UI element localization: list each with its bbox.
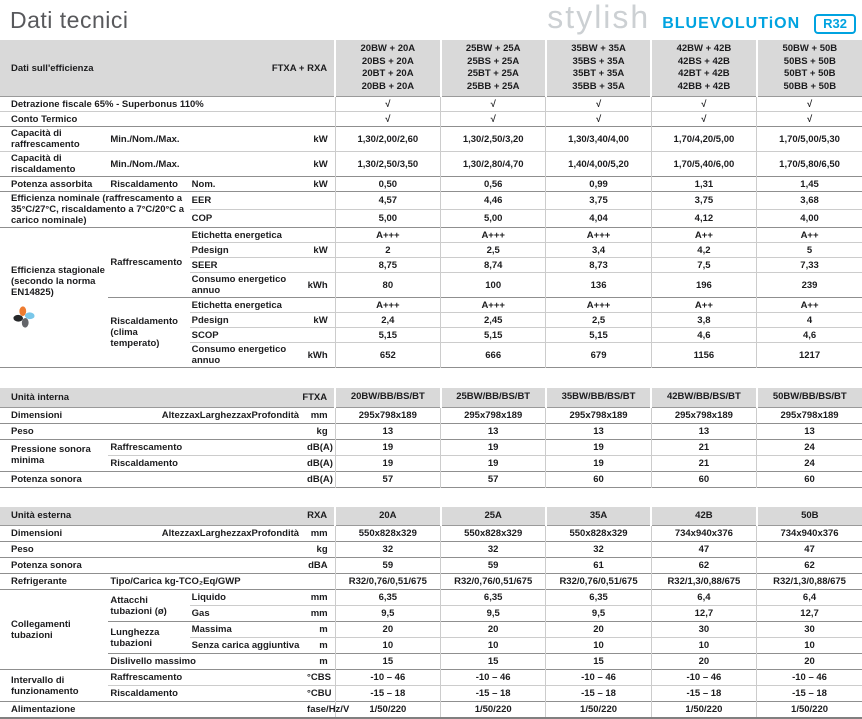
value-cell: 1,40/4,00/5,20 bbox=[546, 152, 651, 177]
value-cell: 5,15 bbox=[335, 328, 440, 343]
table-esterna bbox=[0, 507, 862, 719]
value-cell: 2,4 bbox=[335, 313, 440, 328]
row-label: Peso bbox=[0, 542, 305, 558]
value-cell: A+++ bbox=[546, 228, 651, 243]
value-cell: 4,46 bbox=[441, 192, 546, 210]
unit-label bbox=[305, 210, 335, 228]
value-cell: 15 bbox=[441, 654, 546, 670]
value-cell: 295x798x189 bbox=[651, 407, 756, 423]
value-cell: A++ bbox=[651, 298, 756, 313]
value-cell: 47 bbox=[651, 542, 756, 558]
value-cell: 60 bbox=[546, 471, 651, 487]
value-cell: 1/50/220 bbox=[441, 702, 546, 718]
value-cell: 5,15 bbox=[546, 328, 651, 343]
row-label: Detrazione fiscale 65% - Superbonus 110% bbox=[11, 98, 204, 110]
column-header: 20BW/BB/BS/BT bbox=[335, 388, 440, 407]
value-cell: √ bbox=[546, 112, 651, 127]
value-cell: 15 bbox=[335, 654, 440, 670]
column-header: 35BW + 35A 35BS + 35A 35BT + 35A 35BB + 35A bbox=[546, 40, 651, 97]
unit-label: kWh bbox=[305, 273, 335, 298]
value-cell: 550x828x329 bbox=[335, 526, 440, 542]
value-cell: 20 bbox=[651, 654, 756, 670]
value-cell: 3,75 bbox=[546, 192, 651, 210]
value-cell: 2,45 bbox=[441, 313, 546, 328]
column-header: 25BW + 25A 25BS + 25A 25BT + 25A 25BB + 25A bbox=[441, 40, 546, 97]
unit-label: kg bbox=[305, 423, 335, 439]
unit-label bbox=[305, 228, 335, 243]
value-cell: 1,30/2,00/2,60 bbox=[335, 127, 440, 152]
value-cell: √ bbox=[335, 112, 440, 127]
column-header: 50B bbox=[757, 507, 862, 526]
row-label: Gas bbox=[190, 606, 305, 622]
unit-label: dB(A) bbox=[305, 455, 335, 471]
value-cell: 652 bbox=[335, 343, 440, 368]
value-cell: 1,31 bbox=[651, 177, 756, 192]
value-cell: 21 bbox=[651, 455, 756, 471]
column-header: 42B bbox=[651, 507, 756, 526]
column-header: 42BW/BB/BS/BT bbox=[651, 388, 756, 407]
row-label: Riscaldamento (clima temperato) bbox=[108, 298, 189, 368]
value-cell: 8,74 bbox=[441, 258, 546, 273]
value-cell: R32/1,3/0,88/675 bbox=[757, 574, 862, 590]
value-cell: 3,68 bbox=[757, 192, 862, 210]
model-code: FTXA bbox=[190, 388, 335, 407]
row-label: Pressione sonora minima bbox=[0, 439, 108, 471]
unit-label: mm bbox=[305, 590, 335, 606]
value-cell: 679 bbox=[546, 343, 651, 368]
column-header: 25A bbox=[441, 507, 546, 526]
value-cell: 6,4 bbox=[757, 590, 862, 606]
value-cell: 2,5 bbox=[441, 243, 546, 258]
value-cell: 20 bbox=[335, 622, 440, 638]
row-label: EER bbox=[190, 192, 305, 210]
value-cell: 60 bbox=[757, 471, 862, 487]
value-cell: A++ bbox=[757, 298, 862, 313]
unit-label: kW bbox=[305, 152, 335, 177]
value-cell: 12,7 bbox=[651, 606, 756, 622]
unit-label: mm bbox=[310, 528, 328, 539]
row-label: Min./Nom./Max. bbox=[108, 127, 305, 152]
value-cell: √ bbox=[546, 97, 651, 112]
value-cell: 1156 bbox=[651, 343, 756, 368]
value-cell: 6,4 bbox=[651, 590, 756, 606]
value-cell: √ bbox=[335, 97, 440, 112]
row-label: COP bbox=[190, 210, 305, 228]
unit-label: kW bbox=[305, 313, 335, 328]
value-cell: 19 bbox=[441, 439, 546, 455]
unit-label: kW bbox=[305, 177, 335, 192]
row-label: Riscaldamento bbox=[108, 455, 305, 471]
value-cell: 1,70/5,00/5,30 bbox=[757, 127, 862, 152]
column-header: 35A bbox=[546, 507, 651, 526]
value-cell: 550x828x329 bbox=[546, 526, 651, 542]
value-cell: 12,7 bbox=[757, 606, 862, 622]
row-label: Collegamenti tubazioni bbox=[0, 590, 108, 670]
value-cell: 1,70/5,80/6,50 bbox=[757, 152, 862, 177]
value-cell: 20 bbox=[441, 622, 546, 638]
value-cell: 10 bbox=[651, 638, 756, 654]
value-cell: 24 bbox=[757, 439, 862, 455]
row-label: Conto Termico bbox=[0, 112, 305, 127]
value-cell: -15 – 18 bbox=[441, 686, 546, 702]
row-label: Alimentazione bbox=[0, 702, 305, 718]
value-cell: 196 bbox=[651, 273, 756, 298]
value-cell: 4,04 bbox=[546, 210, 651, 228]
value-cell: 10 bbox=[335, 638, 440, 654]
row-label: Consumo energetico annuo bbox=[190, 343, 305, 368]
value-cell: 8,75 bbox=[335, 258, 440, 273]
value-cell: 19 bbox=[441, 455, 546, 471]
row-label: Pdesign bbox=[190, 313, 305, 328]
value-cell: 30 bbox=[757, 622, 862, 638]
row-label: Massima bbox=[190, 622, 305, 638]
value-cell: 1/50/220 bbox=[757, 702, 862, 718]
unit-label: m bbox=[305, 638, 335, 654]
value-cell: 6,35 bbox=[546, 590, 651, 606]
row-label: Capacità di riscaldamento bbox=[0, 152, 108, 177]
value-cell: 32 bbox=[335, 542, 440, 558]
value-cell: √ bbox=[757, 97, 862, 112]
row-label: Dimensioni bbox=[11, 528, 63, 539]
value-cell: 4,57 bbox=[335, 192, 440, 210]
value-cell: √ bbox=[651, 112, 756, 127]
row-label: Potenza sonora bbox=[0, 558, 305, 574]
row-label: Peso bbox=[0, 423, 305, 439]
value-cell: 4,00 bbox=[757, 210, 862, 228]
row-label: Min./Nom./Max. bbox=[108, 152, 305, 177]
value-cell: 0,99 bbox=[546, 177, 651, 192]
value-cell: 19 bbox=[546, 455, 651, 471]
value-cell: R32/0,76/0,51/675 bbox=[441, 574, 546, 590]
value-cell: 47 bbox=[757, 542, 862, 558]
unit-label: m bbox=[305, 622, 335, 638]
value-cell: 1/50/220 bbox=[335, 702, 440, 718]
value-cell: 80 bbox=[335, 273, 440, 298]
value-cell: 32 bbox=[441, 542, 546, 558]
value-cell: A+++ bbox=[546, 298, 651, 313]
table-efficienza bbox=[0, 40, 862, 368]
row-label: Pdesign bbox=[190, 243, 305, 258]
value-cell: 13 bbox=[441, 423, 546, 439]
row-label: SCOP bbox=[190, 328, 305, 343]
value-cell: 59 bbox=[441, 558, 546, 574]
unit-label bbox=[305, 97, 335, 112]
value-cell: 20 bbox=[546, 622, 651, 638]
value-cell: 24 bbox=[757, 455, 862, 471]
bluevolution-wordmark: BLUEVOLUTiON bbox=[662, 15, 801, 32]
value-cell: 9,5 bbox=[335, 606, 440, 622]
value-cell: 9,5 bbox=[441, 606, 546, 622]
row-label: AltezzaxLarghezzaxProfondità bbox=[161, 409, 300, 421]
value-cell: 3,4 bbox=[546, 243, 651, 258]
unit-label bbox=[305, 574, 335, 590]
model-code: RXA bbox=[190, 507, 335, 526]
value-cell: 4,6 bbox=[757, 328, 862, 343]
value-cell: 59 bbox=[335, 558, 440, 574]
value-cell: 0,50 bbox=[335, 177, 440, 192]
value-cell: 666 bbox=[441, 343, 546, 368]
value-cell: 19 bbox=[335, 455, 440, 471]
row-label: Riscaldamento bbox=[108, 177, 189, 192]
value-cell: 13 bbox=[651, 423, 756, 439]
value-cell: 20 bbox=[757, 654, 862, 670]
column-header: 50BW + 50B 50BS + 50B 50BT + 50B 50BB + 50B bbox=[757, 40, 862, 97]
stylish-wordmark: stylish bbox=[547, 0, 651, 35]
value-cell: A++ bbox=[757, 228, 862, 243]
value-cell: 5,00 bbox=[441, 210, 546, 228]
column-header: 20A bbox=[335, 507, 440, 526]
brand-logo bbox=[547, 2, 858, 34]
unit-label: fase/Hz/V bbox=[305, 702, 335, 718]
unit-label: dBA bbox=[305, 558, 335, 574]
value-cell: 6,35 bbox=[335, 590, 440, 606]
value-cell: 1,30/3,40/4,00 bbox=[546, 127, 651, 152]
value-cell: 4 bbox=[757, 313, 862, 328]
value-cell: 100 bbox=[441, 273, 546, 298]
row-label: Raffrescamento bbox=[108, 670, 305, 686]
value-cell: 62 bbox=[757, 558, 862, 574]
value-cell: -10 – 46 bbox=[546, 670, 651, 686]
value-cell: 5,15 bbox=[441, 328, 546, 343]
value-cell: 550x828x329 bbox=[441, 526, 546, 542]
value-cell: A+++ bbox=[335, 298, 440, 313]
value-cell: 8,73 bbox=[546, 258, 651, 273]
value-cell: 3,75 bbox=[651, 192, 756, 210]
value-cell: 21 bbox=[651, 439, 756, 455]
value-cell: 15 bbox=[546, 654, 651, 670]
page-header bbox=[0, 0, 862, 40]
model-code: FTXA + RXA bbox=[190, 40, 335, 97]
row-label: Etichetta energetica bbox=[190, 298, 305, 313]
unit-label bbox=[305, 192, 335, 210]
value-cell: 57 bbox=[441, 471, 546, 487]
column-header: 50BW/BB/BS/BT bbox=[757, 388, 862, 407]
value-cell: -10 – 46 bbox=[335, 670, 440, 686]
value-cell: 734x940x376 bbox=[757, 526, 862, 542]
column-header: 20BW + 20A 20BS + 20A 20BT + 20A 20BB + 20A bbox=[335, 40, 440, 97]
row-label: Potenza assorbita bbox=[0, 177, 108, 192]
value-cell: 1,70/5,40/6,00 bbox=[651, 152, 756, 177]
value-cell: 239 bbox=[757, 273, 862, 298]
unit-label: m bbox=[305, 654, 335, 670]
unit-label: dB(A) bbox=[305, 439, 335, 455]
value-cell: 61 bbox=[546, 558, 651, 574]
value-cell: 1,45 bbox=[757, 177, 862, 192]
value-cell: √ bbox=[757, 112, 862, 127]
unit-label: °CBU bbox=[305, 686, 335, 702]
row-label: Nom. bbox=[190, 177, 305, 192]
unit-label bbox=[305, 328, 335, 343]
row-label: Potenza sonora bbox=[0, 471, 305, 487]
row-label: Senza carica aggiuntiva bbox=[190, 638, 305, 654]
value-cell: √ bbox=[651, 97, 756, 112]
row-label: Capacità di raffrescamento bbox=[0, 127, 108, 152]
value-cell: 2 bbox=[335, 243, 440, 258]
value-cell: 136 bbox=[546, 273, 651, 298]
value-cell: 4,2 bbox=[651, 243, 756, 258]
row-label: Efficienza stagionale (secondo la norma EN14825) bbox=[0, 228, 108, 368]
unit-label: dB(A) bbox=[305, 471, 335, 487]
value-cell: -15 – 18 bbox=[651, 686, 756, 702]
value-cell: 295x798x189 bbox=[441, 407, 546, 423]
row-label: Raffrescamento bbox=[108, 439, 305, 455]
unit-label: mm bbox=[305, 606, 335, 622]
value-cell: 10 bbox=[546, 638, 651, 654]
value-cell: 10 bbox=[441, 638, 546, 654]
value-cell: R32/0,76/0,51/675 bbox=[546, 574, 651, 590]
value-cell: 6,35 bbox=[441, 590, 546, 606]
value-cell: 2,5 bbox=[546, 313, 651, 328]
table-title: Dati sull'efficienza bbox=[0, 40, 190, 97]
value-cell: 13 bbox=[335, 423, 440, 439]
value-cell: 7,33 bbox=[757, 258, 862, 273]
row-label: Attacchi tubazioni (ø) bbox=[108, 590, 189, 622]
value-cell: 295x798x189 bbox=[757, 407, 862, 423]
column-header: 25BW/BB/BS/BT bbox=[441, 388, 546, 407]
value-cell: 13 bbox=[757, 423, 862, 439]
value-cell: 57 bbox=[335, 471, 440, 487]
value-cell: -15 – 18 bbox=[757, 686, 862, 702]
table-interna bbox=[0, 388, 862, 488]
unit-label bbox=[305, 258, 335, 273]
row-label: Efficienza nominale (raffrescamento a 35°C/27°C, riscaldamento a 7°C/20°C a carico nominale) bbox=[0, 192, 190, 228]
value-cell: -10 – 46 bbox=[651, 670, 756, 686]
value-cell: -10 – 46 bbox=[441, 670, 546, 686]
row-label: Riscaldamento bbox=[108, 686, 305, 702]
row-label: SEER bbox=[190, 258, 305, 273]
unit-label bbox=[305, 112, 335, 127]
value-cell: 1/50/220 bbox=[651, 702, 756, 718]
value-cell: A+++ bbox=[441, 298, 546, 313]
value-cell: 1,70/4,20/5,00 bbox=[651, 127, 756, 152]
row-label: Liquido bbox=[190, 590, 305, 606]
value-cell: -15 – 18 bbox=[546, 686, 651, 702]
value-cell: 10 bbox=[757, 638, 862, 654]
value-cell: 9,5 bbox=[546, 606, 651, 622]
value-cell: 4,12 bbox=[651, 210, 756, 228]
value-cell: -10 – 46 bbox=[757, 670, 862, 686]
row-label: Dimensioni bbox=[11, 409, 63, 421]
unit-label: °CBS bbox=[305, 670, 335, 686]
value-cell: R32/1,3/0,88/675 bbox=[651, 574, 756, 590]
table-title: Unità interna bbox=[0, 388, 190, 407]
row-label: Lunghezza tubazioni bbox=[108, 622, 189, 654]
value-cell: 3,8 bbox=[651, 313, 756, 328]
value-cell: 7,5 bbox=[651, 258, 756, 273]
value-cell: √ bbox=[441, 112, 546, 127]
unit-label: kW bbox=[305, 127, 335, 152]
value-cell: -15 – 18 bbox=[335, 686, 440, 702]
r32-badge: R32 bbox=[814, 14, 856, 34]
unit-label bbox=[305, 298, 335, 313]
value-cell: 295x798x189 bbox=[335, 407, 440, 423]
unit-label: mm bbox=[310, 409, 328, 421]
row-label: Raffrescamento bbox=[108, 228, 189, 298]
row-label: Etichetta energetica bbox=[190, 228, 305, 243]
value-cell: 1,30/2,50/3,20 bbox=[441, 127, 546, 152]
row-label: Dislivello massimo bbox=[108, 654, 305, 670]
row-label: Tipo/Carica kg-TCO₂Eq/GWP bbox=[108, 574, 305, 590]
seasonal-efficiency-icon bbox=[13, 306, 35, 328]
value-cell: 5 bbox=[757, 243, 862, 258]
value-cell: 32 bbox=[546, 542, 651, 558]
column-header: 35BW/BB/BS/BT bbox=[546, 388, 651, 407]
value-cell: 1/50/220 bbox=[546, 702, 651, 718]
value-cell: 60 bbox=[651, 471, 756, 487]
table-title: Unità esterna bbox=[0, 507, 190, 526]
value-cell: A++ bbox=[651, 228, 756, 243]
column-header: 42BW + 42B 42BS + 42B 42BT + 42B 42BB + 42B bbox=[651, 40, 756, 97]
unit-label: kW bbox=[305, 243, 335, 258]
value-cell: 1217 bbox=[757, 343, 862, 368]
value-cell: 295x798x189 bbox=[546, 407, 651, 423]
row-label: Consumo energetico annuo bbox=[190, 273, 305, 298]
value-cell: 5,00 bbox=[335, 210, 440, 228]
page-title: Dati tecnici bbox=[10, 7, 129, 33]
row-label: Refrigerante bbox=[0, 574, 108, 590]
value-cell: 19 bbox=[335, 439, 440, 455]
value-cell: A+++ bbox=[441, 228, 546, 243]
value-cell: R32/0,76/0,51/675 bbox=[335, 574, 440, 590]
value-cell: 13 bbox=[546, 423, 651, 439]
row-label: Intervallo di funzionamento bbox=[0, 670, 108, 702]
value-cell: A+++ bbox=[335, 228, 440, 243]
value-cell: 1,30/2,80/4,70 bbox=[441, 152, 546, 177]
value-cell: 19 bbox=[546, 439, 651, 455]
value-cell: 0,56 bbox=[441, 177, 546, 192]
value-cell: √ bbox=[441, 97, 546, 112]
technical-tables bbox=[0, 40, 862, 719]
value-cell: 30 bbox=[651, 622, 756, 638]
value-cell: 1,30/2,50/3,50 bbox=[335, 152, 440, 177]
value-cell: 4,6 bbox=[651, 328, 756, 343]
unit-label: kWh bbox=[305, 343, 335, 368]
row-label: AltezzaxLarghezzaxProfondità bbox=[161, 528, 300, 539]
value-cell: 62 bbox=[651, 558, 756, 574]
value-cell: 734x940x376 bbox=[651, 526, 756, 542]
unit-label: kg bbox=[305, 542, 335, 558]
